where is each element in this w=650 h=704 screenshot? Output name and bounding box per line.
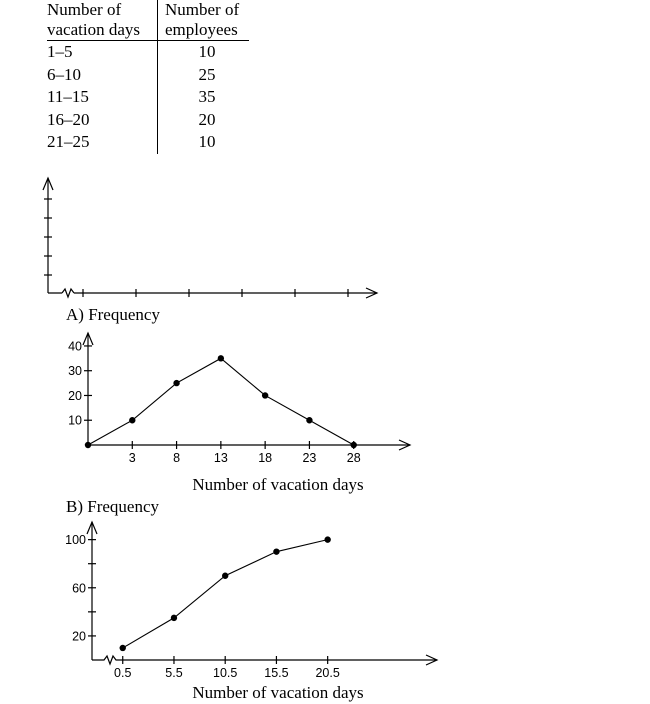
- data-point: [273, 548, 279, 554]
- chart-a: [68, 333, 410, 465]
- table-cell-days: 1–5: [47, 42, 73, 61]
- table-cell-days: 21–25: [47, 132, 90, 151]
- data-point: [222, 573, 228, 579]
- data-point: [306, 417, 312, 423]
- y-tick-label: 20: [68, 388, 82, 403]
- x-tick-label: 0.5: [114, 666, 132, 680]
- header-employees-line1: Number of: [158, 0, 250, 20]
- chart-b-x-axis-title: Number of vacation days: [192, 683, 364, 702]
- chart-a-x-axis-title: Number of vacation days: [192, 475, 364, 494]
- x-tick-label: 20.5: [315, 666, 340, 680]
- option-a-label: A) Frequency: [66, 305, 160, 324]
- chart-b: [65, 522, 437, 680]
- y-tick-label: 20: [72, 629, 86, 644]
- table-cell-employees: 25: [158, 64, 250, 87]
- x-tick-label: 3: [128, 451, 136, 465]
- x-tick-label: 23: [302, 451, 317, 465]
- data-point: [173, 380, 179, 386]
- data-point: [351, 442, 357, 448]
- data-point: [171, 615, 177, 621]
- y-tick-label: 30: [68, 364, 82, 379]
- data-point: [324, 536, 330, 542]
- y-tick-label: 40: [68, 339, 82, 354]
- x-tick-label: 13: [213, 451, 228, 465]
- data-point: [218, 355, 224, 361]
- x-axis: [92, 656, 437, 664]
- y-tick-label: 10: [68, 413, 82, 428]
- x-tick-label: 10.5: [213, 666, 238, 680]
- table-cell-employees: 10: [158, 41, 250, 64]
- header-vacation-days-line2: vacation days: [47, 20, 158, 41]
- x-tick-label: 8: [173, 451, 181, 465]
- data-point: [129, 417, 135, 423]
- table-cell-days: 6–10: [47, 64, 81, 84]
- table-cell-employees: 10: [158, 131, 250, 154]
- data-point: [262, 392, 268, 398]
- table-cell-days: 11–15: [47, 87, 89, 106]
- table-cell-days: 16–20: [47, 109, 90, 129]
- blank-chart: [43, 178, 377, 298]
- data-point: [120, 645, 126, 651]
- option-b-label: B) Frequency: [66, 497, 160, 516]
- x-tick-label: 15.5: [264, 666, 289, 680]
- blank-x-axis: [48, 289, 377, 297]
- series-line: [123, 540, 328, 648]
- x-tick-label: 5.5: [165, 666, 183, 680]
- x-tick-label: 18: [258, 451, 273, 465]
- header-employees-line2: employees: [158, 20, 250, 41]
- x-tick-label: 28: [346, 451, 361, 465]
- header-vacation-days-line1: Number of: [47, 0, 122, 19]
- series-line: [88, 358, 354, 445]
- y-tick-label: 100: [65, 533, 86, 548]
- data-point: [85, 442, 91, 448]
- table-cell-employees: 20: [158, 109, 250, 132]
- table-cell-employees: 35: [158, 86, 250, 109]
- y-tick-label: 60: [72, 581, 86, 596]
